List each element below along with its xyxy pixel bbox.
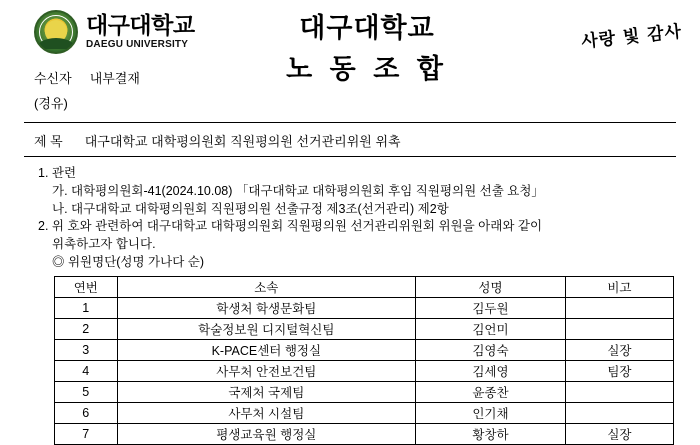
member-table-wrap	[0, 276, 700, 445]
cell-name: 김영숙	[416, 339, 566, 360]
cell-dept: 사무처 시설팀	[117, 402, 416, 423]
body-item-2	[38, 218, 700, 236]
cell-no: 7	[55, 423, 118, 444]
cell-note	[565, 402, 673, 423]
cell-note: 팀장	[565, 360, 673, 381]
subject-label: 제 목	[34, 134, 63, 149]
body-item-1a: 가. 대학평의원회-41(2024.10.08) 「대구대학교 대학평의원회 후임 직원평의원 선출 요청」	[52, 183, 544, 198]
document-title	[252, 6, 482, 86]
recipient-value: 내부결재	[89, 71, 140, 86]
divider-bottom	[24, 156, 676, 157]
title-line-1: 대구대학교	[299, 13, 435, 43]
cell-name: 김세영	[416, 360, 566, 381]
cell-note	[565, 318, 673, 339]
cell-name: 김언미	[416, 318, 566, 339]
column-header-dept: 소속	[117, 276, 416, 297]
cell-no: 4	[55, 360, 118, 381]
subject-row	[0, 131, 700, 150]
university-name-block	[86, 14, 195, 50]
cell-no: 3	[55, 339, 118, 360]
recipient-label: 수신자	[34, 71, 72, 86]
cell-dept: 사무처 안전보건팀	[117, 360, 416, 381]
body-item-1b: 나. 대구대학교 대학평의원회 직원평의원 선출규정 제3조(선거관리) 제2항	[52, 201, 449, 216]
university-emblem-icon	[34, 10, 78, 54]
column-header-note: 비고	[565, 276, 673, 297]
university-logo	[34, 10, 195, 54]
title-line-2: 노 동 조 합	[286, 54, 448, 84]
cell-note	[565, 297, 673, 318]
member-table	[54, 276, 674, 445]
table-row	[55, 381, 674, 402]
cell-name: 김두원	[416, 297, 566, 318]
body-item-2-text: 위 호와 관련하여 대구대학교 대학평의원회 직원평의원 선거관리위원회 위원을 아래와 같이	[51, 219, 543, 234]
university-name-kr: 대구대학교	[86, 12, 195, 38]
body-item-2-number: 2.	[38, 219, 49, 234]
table-row	[55, 318, 674, 339]
body-item-1	[38, 165, 700, 183]
cell-no: 5	[55, 381, 118, 402]
university-name-en: DAEGU UNIVERSITY	[86, 39, 189, 50]
member-table-head	[55, 276, 674, 297]
member-list-header: ◎ 위원명단(성명 가나다 순)	[52, 254, 204, 269]
cell-dept: 국제처 국제팀	[117, 381, 416, 402]
via-label: (경유)	[34, 96, 68, 111]
member-table-body	[55, 297, 674, 444]
cell-note: 실장	[565, 423, 673, 444]
cell-no: 6	[55, 402, 118, 423]
column-header-no: 연번	[55, 276, 118, 297]
table-row	[55, 402, 674, 423]
cell-no: 2	[55, 318, 118, 339]
cell-name: 황창하	[416, 423, 566, 444]
cell-note	[565, 381, 673, 402]
divider-top	[24, 122, 676, 123]
body-item-1-number: 1.	[38, 166, 49, 180]
subject-value: 대구대학교 대학평의원회 직원평의원 선거관리위원 위촉	[84, 134, 401, 149]
slogan-text: 사랑 빛 감사	[580, 21, 684, 53]
cell-dept: K-PACE센터 행정실	[117, 339, 416, 360]
table-row	[55, 339, 674, 360]
cell-dept: 학술정보원 디지털혁신팀	[117, 318, 416, 339]
emblem-ring	[39, 15, 73, 49]
cell-name: 인기채	[416, 402, 566, 423]
cell-no: 1	[55, 297, 118, 318]
body-item-2-continued: 위촉하고자 합니다.	[52, 237, 156, 251]
cell-name: 윤종찬	[416, 381, 566, 402]
cell-dept: 평생교육원 행정실	[117, 423, 416, 444]
table-row	[55, 360, 674, 381]
cell-note: 실장	[565, 339, 673, 360]
body-item-1-text: 관련	[51, 166, 77, 180]
document-body	[0, 165, 700, 272]
cell-dept: 학생처 학생문화팀	[117, 297, 416, 318]
column-header-name: 성명	[416, 276, 566, 297]
table-row	[55, 297, 674, 318]
via-row	[34, 97, 700, 110]
table-header-row	[55, 276, 674, 297]
